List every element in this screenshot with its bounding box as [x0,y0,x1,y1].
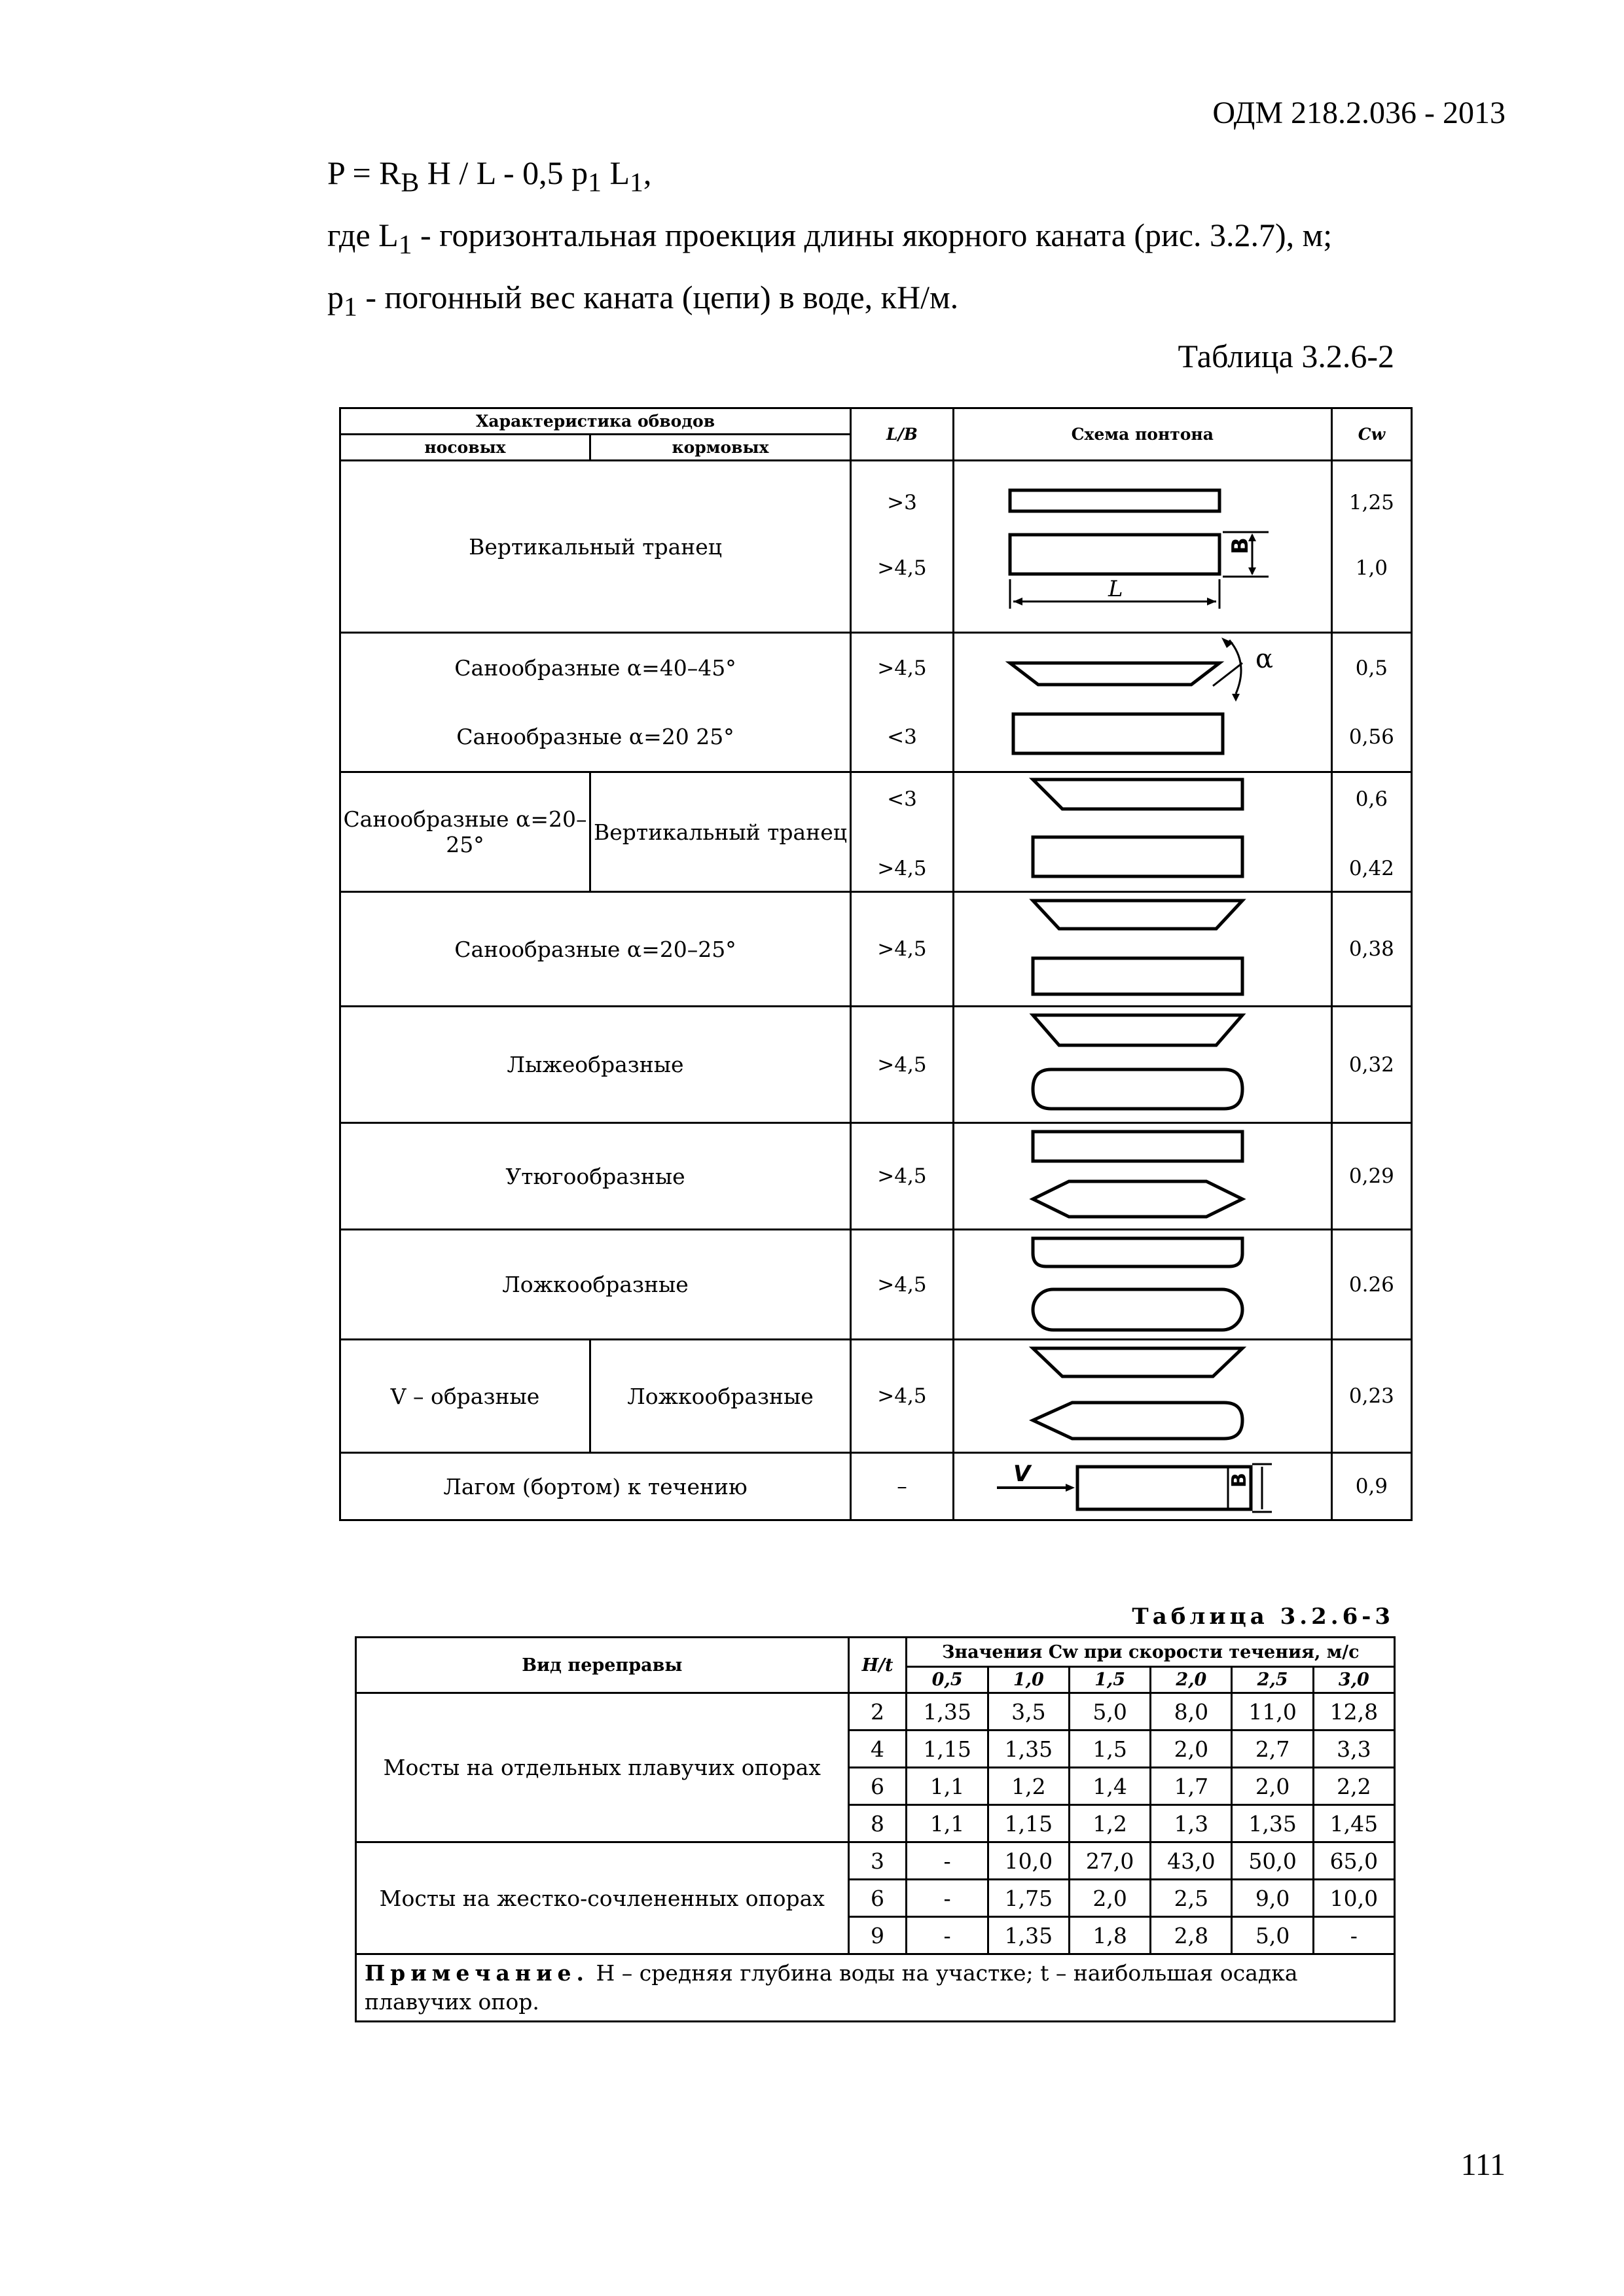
cell-value: 10,0 [988,1842,1069,1880]
cell-value: - [1313,1917,1394,1954]
ht-value: 3 [848,1842,907,1880]
lb-value: >4,5 [851,892,954,1007]
pontoon-scheme [953,772,1331,892]
header-bow: носовых [340,435,590,461]
cell-value: 1,35 [988,1731,1069,1768]
header-speed: 3,0 [1313,1667,1394,1693]
row-label: Лагом (бортом) к течению [340,1453,851,1520]
cw-value: 0,29 [1331,1123,1411,1230]
pontoon-scheme [953,633,1331,703]
page-number: 111 [1460,2147,1506,2182]
lb-value: >4,5 [851,1123,954,1230]
cw-value: 1,25 [1348,491,1394,514]
cell-value: 12,8 [1313,1693,1394,1731]
definition-line-l1: где $L_1$ - горизонтальная проекция длины якорного каната (рис. 3.2.7), м; [327,217,1333,260]
cell-value: 27,0 [1069,1842,1150,1880]
dim-v-label: V [1013,1461,1031,1487]
header-cw-values: Значения Cw при скорости течения, м/с [907,1638,1395,1667]
lb-value: >4,5 [877,556,927,580]
note-label: Примечание. [365,1960,590,1986]
cell-value: 1,8 [1069,1917,1150,1954]
cw-value: 0,6 [1355,787,1388,811]
group-name: Мосты на отдельных плавучих опорах [356,1693,849,1842]
lb-value: >4,5 [851,1007,954,1123]
cell-value: 1,7 [1151,1768,1232,1805]
cell-value: 5,0 [1069,1693,1150,1731]
cell-value: 50,0 [1232,1842,1313,1880]
ht-value: 6 [848,1880,907,1917]
header-hull-characteristics: Характеристика обводов [340,408,851,435]
cell-value: 9,0 [1232,1880,1313,1917]
header-ht: H/t [848,1638,907,1693]
lb-value: >4,5 [851,1230,954,1340]
header-speed: 2,5 [1232,1667,1313,1693]
dim-l-label: L [1108,576,1123,602]
table-row [340,892,1412,1007]
header-scheme: Схема понтона [953,408,1331,461]
cell-value: 10,0 [1313,1880,1394,1917]
cell-value: 1,35 [988,1917,1069,1954]
table-row [340,772,1412,892]
cell-value: 2,2 [1313,1768,1394,1805]
cell-value: 43,0 [1151,1842,1232,1880]
group-name: Мосты на жестко-сочлененных опорах [356,1842,849,1954]
cell-value: 2,0 [1151,1731,1232,1768]
note-text: H – средняя глубина воды на участке; t – наибольшая осадка плавучих опор. [365,1960,1298,2015]
lb-value: >3 [887,491,917,514]
row-label-stern: Ложкообразные [590,1340,850,1453]
header-speed: 1,5 [1069,1667,1150,1693]
pontoon-scheme [953,1340,1331,1453]
dim-b-label: B [1227,1473,1251,1488]
header-stern: кормовых [590,435,850,461]
table3 [355,1636,1396,2022]
cell-value: 3,5 [988,1693,1069,1731]
pontoon-scheme [953,1453,1331,1520]
cell-value: 1,15 [907,1731,988,1768]
cell-value: 8,0 [1151,1693,1232,1731]
angle-label: α [1255,644,1273,674]
cell-value: 1,45 [1313,1805,1394,1842]
ht-value: 8 [848,1805,907,1842]
pontoon-scheme [953,1007,1331,1123]
table-row [340,1453,1412,1520]
table-row [340,702,1412,772]
lb-value: <3 [851,702,954,772]
pontoon-scheme [953,1230,1331,1340]
cell-value: 1,35 [907,1693,988,1731]
table-note-row [356,1954,1395,2022]
header-speed: 0,5 [907,1667,988,1693]
row-label: Ложкообразные [340,1230,851,1340]
pontoon-scheme [953,892,1331,1007]
row-label: Вертикальный транец [340,461,851,633]
row-label: Утюгообразные [340,1123,851,1230]
table-row [356,1842,1395,1880]
table2-caption: Таблица 3.2.6-2 [1178,338,1394,374]
cell-value: 65,0 [1313,1842,1394,1880]
cw-value: 0,5 [1331,633,1411,703]
ht-value: 4 [848,1731,907,1768]
cell-value: 2,5 [1151,1880,1232,1917]
cell-value: - [907,1880,988,1917]
pontoon-scheme [953,1123,1331,1230]
cw-value: 0,42 [1348,857,1394,880]
table3-caption: Таблица 3.2.6-3 [1132,1604,1394,1630]
cell-value: 1,35 [1232,1805,1313,1842]
lb-value: >4,5 [851,1340,954,1453]
row-label: Санообразные α=20 25° [340,702,851,772]
header-speed: 1,0 [988,1667,1069,1693]
cell-value: 2,0 [1069,1880,1150,1917]
cw-value: 0,32 [1331,1007,1411,1123]
table-row [340,1007,1412,1123]
row-label-bow: V – образные [340,1340,590,1453]
cell-value: 1,1 [907,1805,988,1842]
cell-value: 2,7 [1232,1731,1313,1768]
cw-value: 0,23 [1331,1340,1411,1453]
row-label: Лыжеобразные [340,1007,851,1123]
cell-value: 1,75 [988,1880,1069,1917]
cell-value: 2,8 [1151,1917,1232,1954]
table-row [340,1230,1412,1340]
row-label-bow: Санообразные α=20–25° [340,772,590,892]
lb-value: <3 [887,787,917,811]
cell-value: 5,0 [1232,1917,1313,1954]
cell-value: - [907,1917,988,1954]
header-crossing-type: Вид переправы [356,1638,849,1693]
ht-value: 2 [848,1693,907,1731]
header-lb: L/B [851,408,954,461]
pontoon-scheme [953,702,1331,772]
cw-value: 0,38 [1331,892,1411,1007]
definition-line-p1: $p_1$ - погонный вес каната (цепи) в воде, кН/м. [327,279,959,322]
cell-value: 1,2 [1069,1805,1150,1842]
row-label: Санообразные α=40–45° [340,633,851,703]
cell-value: 1,2 [988,1768,1069,1805]
cell-value: 1,5 [1069,1731,1150,1768]
cell-value: - [907,1842,988,1880]
cell-value: 1,15 [988,1805,1069,1842]
table-row [356,1693,1395,1731]
document-id: ОДМ 218.2.036 - 2013 [1212,96,1506,130]
cw-value: 0.26 [1331,1230,1411,1340]
table-row [340,1123,1412,1230]
table-row [340,633,1412,703]
lb-value: >4,5 [877,857,927,880]
header-cw: Cw [1331,408,1411,461]
lb-value: >4,5 [851,633,954,703]
ht-value: 6 [848,1768,907,1805]
cell-value: 1,4 [1069,1768,1150,1805]
table-note [356,1954,1395,2022]
cell-value: 11,0 [1232,1693,1313,1731]
table-row [340,461,1412,633]
ht-value: 9 [848,1917,907,1954]
table2 [339,407,1413,1521]
table-row [340,1340,1412,1453]
cell-value: 1,3 [1151,1805,1232,1842]
cell-value: 2,0 [1232,1768,1313,1805]
row-label: Санообразные α=20–25° [340,892,851,1007]
lb-value: – [851,1453,954,1520]
cell-value: 1,1 [907,1768,988,1805]
header-speed: 2,0 [1151,1667,1232,1693]
cw-value: 0,56 [1331,702,1411,772]
pontoon-scheme [953,461,1331,633]
formula-line: $P = R_B$ H / L - 0,5 $p_1$ $L_1$, [327,154,652,198]
row-label-stern: Вертикальный транец [590,772,850,892]
cw-value: 0,9 [1331,1453,1411,1520]
dim-b-label: B [1227,537,1254,554]
cw-value: 1,0 [1355,556,1388,580]
cell-value: 3,3 [1313,1731,1394,1768]
